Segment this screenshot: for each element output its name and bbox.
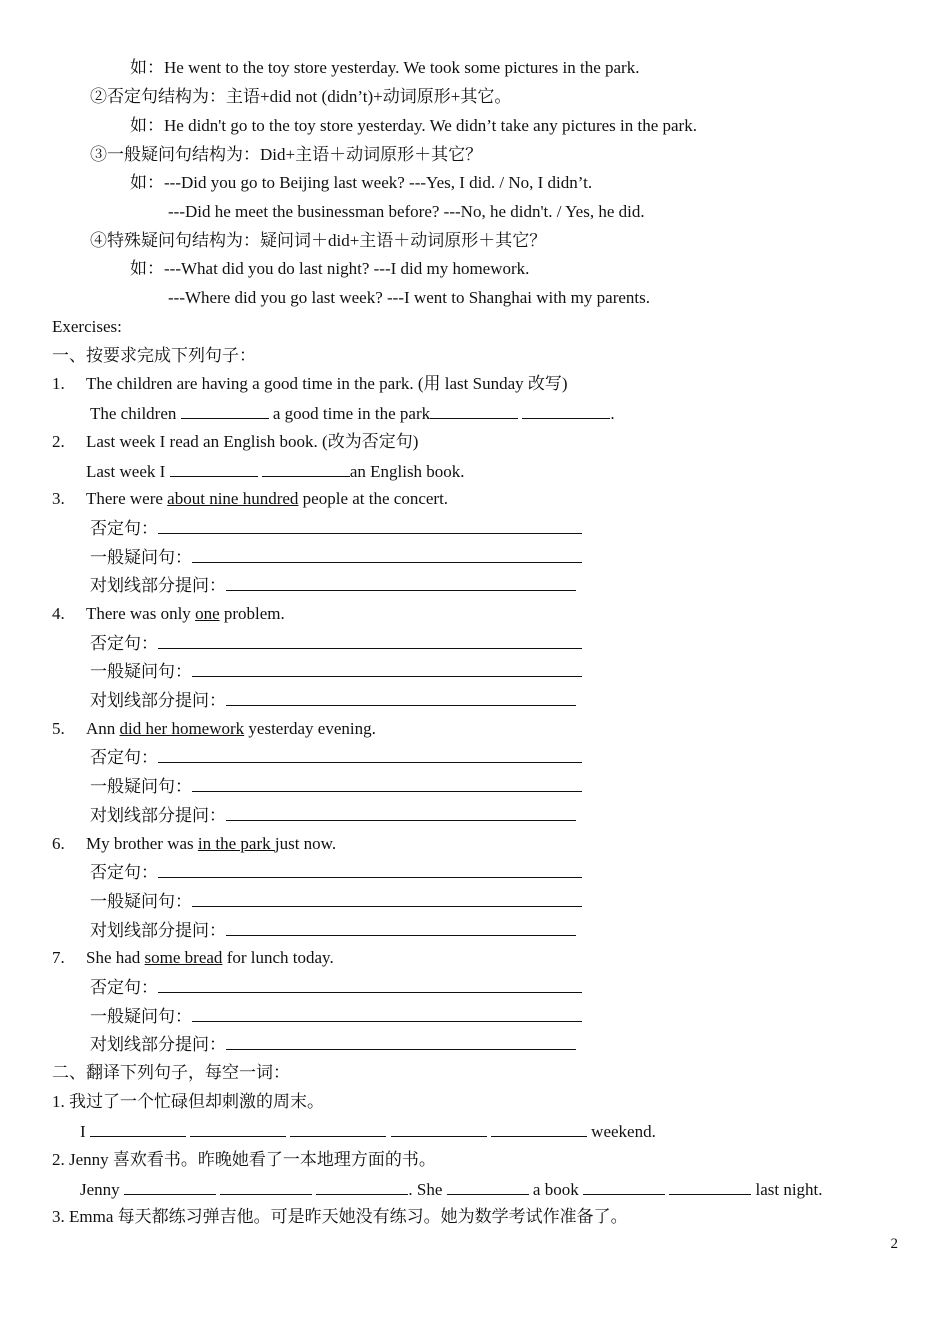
- blank[interactable]: [181, 402, 269, 419]
- answer-middle: . She: [408, 1180, 443, 1199]
- wh-example-1: 如：---What did you do last night? ---I did my homework.: [130, 259, 530, 278]
- item-text-post: just now.: [274, 834, 337, 853]
- wh-answer-row: [90, 574, 576, 597]
- wh-answer-row: [90, 804, 576, 827]
- item-number: 5.: [52, 719, 65, 738]
- negative-label: 否定句：: [90, 748, 158, 767]
- underlined-part: some bread: [144, 948, 223, 967]
- answer-blank[interactable]: [226, 574, 576, 591]
- underlined-part: in the park: [197, 834, 275, 853]
- item-text: The children are having a good time in the park. (用 last Sunday 改写): [86, 374, 568, 393]
- item-text-pre: There was only: [86, 604, 196, 623]
- blank[interactable]: [220, 1178, 312, 1195]
- blank[interactable]: [170, 460, 258, 477]
- item-text-post: for lunch today.: [222, 948, 334, 967]
- wh-label: 对划线部分提问：: [90, 921, 226, 940]
- blank[interactable]: [262, 460, 350, 477]
- wh-answer-row: [90, 1033, 576, 1056]
- item-number: 6.: [52, 834, 65, 853]
- question-label: 一般疑问句：: [90, 892, 192, 911]
- answer-blank[interactable]: [226, 1033, 576, 1050]
- answer-prefix: The children: [90, 404, 177, 423]
- underlined-part: one: [195, 604, 220, 623]
- question-label: 一般疑问句：: [90, 1007, 192, 1026]
- item-text-post: problem.: [219, 604, 285, 623]
- item-number: 3.: [52, 489, 65, 508]
- exercise-item-4: [52, 603, 285, 625]
- answer-blank[interactable]: [192, 775, 582, 792]
- negative-structure-title: ②否定句结构为：主语+did not (didn’t)+动词原形+其它。: [90, 87, 512, 106]
- exercise-item-6: [52, 833, 336, 855]
- wh-label: 对划线部分提问：: [90, 576, 226, 595]
- translation-1-answer: [80, 1120, 656, 1143]
- wh-answer-row: [90, 919, 576, 942]
- item-text-pre: She had: [86, 948, 145, 967]
- translation-sentence-2: 2. Jenny 喜欢看书。昨晚她看了一本地理方面的书。: [52, 1150, 436, 1169]
- item-text: Last week I read an English book. (改为否定句): [86, 432, 419, 451]
- negative-label: 否定句：: [90, 519, 158, 538]
- answer-blank[interactable]: [226, 804, 576, 821]
- item-text-post: yesterday evening.: [244, 719, 376, 738]
- negative-answer-row: [90, 632, 582, 655]
- answer-blank[interactable]: [158, 517, 582, 534]
- page-number: 2: [890, 1236, 898, 1252]
- negative-answer-row: [90, 746, 582, 769]
- affirmative-example: 如：He went to the toy store yesterday. We took some pictures in the park.: [130, 58, 640, 77]
- question-answer-row: [90, 775, 582, 798]
- answer-blank[interactable]: [192, 890, 582, 907]
- wh-label: 对划线部分提问：: [90, 806, 226, 825]
- item-text-pre: There were: [86, 489, 168, 508]
- exercise-item-7: [52, 947, 334, 969]
- item-number: 1.: [52, 374, 65, 393]
- answer-prefix: Last week I: [86, 462, 166, 481]
- question-example-2: ---Did he meet the businessman before? ---No, he didn't. / Yes, he did.: [168, 202, 645, 221]
- exercise-1-answer: [90, 402, 615, 425]
- item-number: 7.: [52, 948, 65, 967]
- exercise-item-3: [52, 488, 448, 510]
- negative-label: 否定句：: [90, 978, 158, 997]
- blank[interactable]: [491, 1120, 587, 1137]
- underlined-part: did her homework: [119, 719, 245, 738]
- question-label: 一般疑问句：: [90, 662, 192, 681]
- item-text-pre: My brother was: [86, 834, 198, 853]
- blank[interactable]: [447, 1178, 529, 1195]
- item-text-pre: Ann: [86, 719, 120, 738]
- question-answer-row: [90, 546, 582, 569]
- negative-answer-row: [90, 517, 582, 540]
- answer-end: .: [610, 404, 615, 423]
- translation-sentence-1: 1. 我过了一个忙碌但却刺激的周末。: [52, 1092, 324, 1111]
- answer-end: an English book.: [349, 462, 465, 481]
- wh-label: 对划线部分提问：: [90, 691, 226, 710]
- exercise-item-1: [52, 373, 568, 395]
- wh-example-2: ---Where did you go last week? ---I went to Shanghai with my parents.: [168, 288, 650, 307]
- answer-middle: a good time in the park: [272, 404, 431, 423]
- translation-2-answer: [80, 1178, 823, 1201]
- answer-middle: a book: [532, 1180, 579, 1199]
- part1-title: 一、按要求完成下列句子：: [52, 346, 256, 365]
- blank[interactable]: [522, 402, 610, 419]
- negative-label: 否定句：: [90, 863, 158, 882]
- answer-blank[interactable]: [226, 689, 576, 706]
- blank[interactable]: [669, 1178, 751, 1195]
- translation-sentence-3: 3. Emma 每天都练习弹吉他。可是昨天她没有练习。她为数学考试作准备了。: [52, 1207, 628, 1226]
- answer-prefix: Jenny: [80, 1180, 120, 1199]
- wh-structure-title: ④特殊疑问句结构为：疑问词＋did+主语＋动词原形＋其它？: [90, 231, 547, 250]
- exercise-item-5: [52, 718, 376, 740]
- answer-prefix: I: [80, 1122, 86, 1141]
- question-example-1: 如：---Did you go to Beijing last week? ---Yes, I did. / No, I didn’t.: [130, 173, 593, 192]
- negative-answer-row: [90, 861, 582, 884]
- negative-answer-row: [90, 976, 582, 999]
- part2-title: 二、翻译下列句子，每空一词：: [52, 1063, 290, 1082]
- answer-end: last night.: [755, 1180, 823, 1199]
- wh-answer-row: [90, 689, 576, 712]
- negative-label: 否定句：: [90, 634, 158, 653]
- blank[interactable]: [190, 1120, 286, 1137]
- answer-blank[interactable]: [192, 1005, 582, 1022]
- answer-blank[interactable]: [158, 746, 582, 763]
- wh-label: 对划线部分提问：: [90, 1035, 226, 1054]
- question-answer-row: [90, 890, 582, 913]
- answer-blank[interactable]: [158, 632, 582, 649]
- blank[interactable]: [124, 1178, 216, 1195]
- answer-blank[interactable]: [158, 976, 582, 993]
- question-structure-title: ③一般疑问句结构为：Did+主语＋动词原形＋其它？: [90, 145, 483, 164]
- question-label: 一般疑问句：: [90, 548, 192, 567]
- answer-blank[interactable]: [226, 919, 576, 936]
- item-number: 2.: [52, 432, 65, 451]
- answer-blank[interactable]: [192, 660, 582, 677]
- answer-end: weekend.: [591, 1122, 656, 1141]
- item-number: 4.: [52, 604, 65, 623]
- blank[interactable]: [90, 1120, 186, 1137]
- negative-example: 如：He didn't go to the toy store yesterday. We didn’t take any pictures in the park.: [130, 116, 697, 135]
- answer-blank[interactable]: [158, 861, 582, 878]
- question-label: 一般疑问句：: [90, 777, 192, 796]
- question-answer-row: [90, 660, 582, 683]
- underlined-part: about nine hundred: [167, 489, 299, 508]
- exercise-item-2: [52, 431, 418, 453]
- item-text-post: people at the concert.: [298, 489, 449, 508]
- blank[interactable]: [316, 1178, 408, 1195]
- exercise-2-answer: [86, 460, 465, 483]
- exercises-heading: Exercises:: [52, 317, 122, 336]
- blank[interactable]: [430, 402, 518, 419]
- question-answer-row: [90, 1005, 582, 1028]
- blank[interactable]: [290, 1120, 386, 1137]
- blank[interactable]: [583, 1178, 665, 1195]
- answer-blank[interactable]: [192, 546, 582, 563]
- blank[interactable]: [391, 1120, 487, 1137]
